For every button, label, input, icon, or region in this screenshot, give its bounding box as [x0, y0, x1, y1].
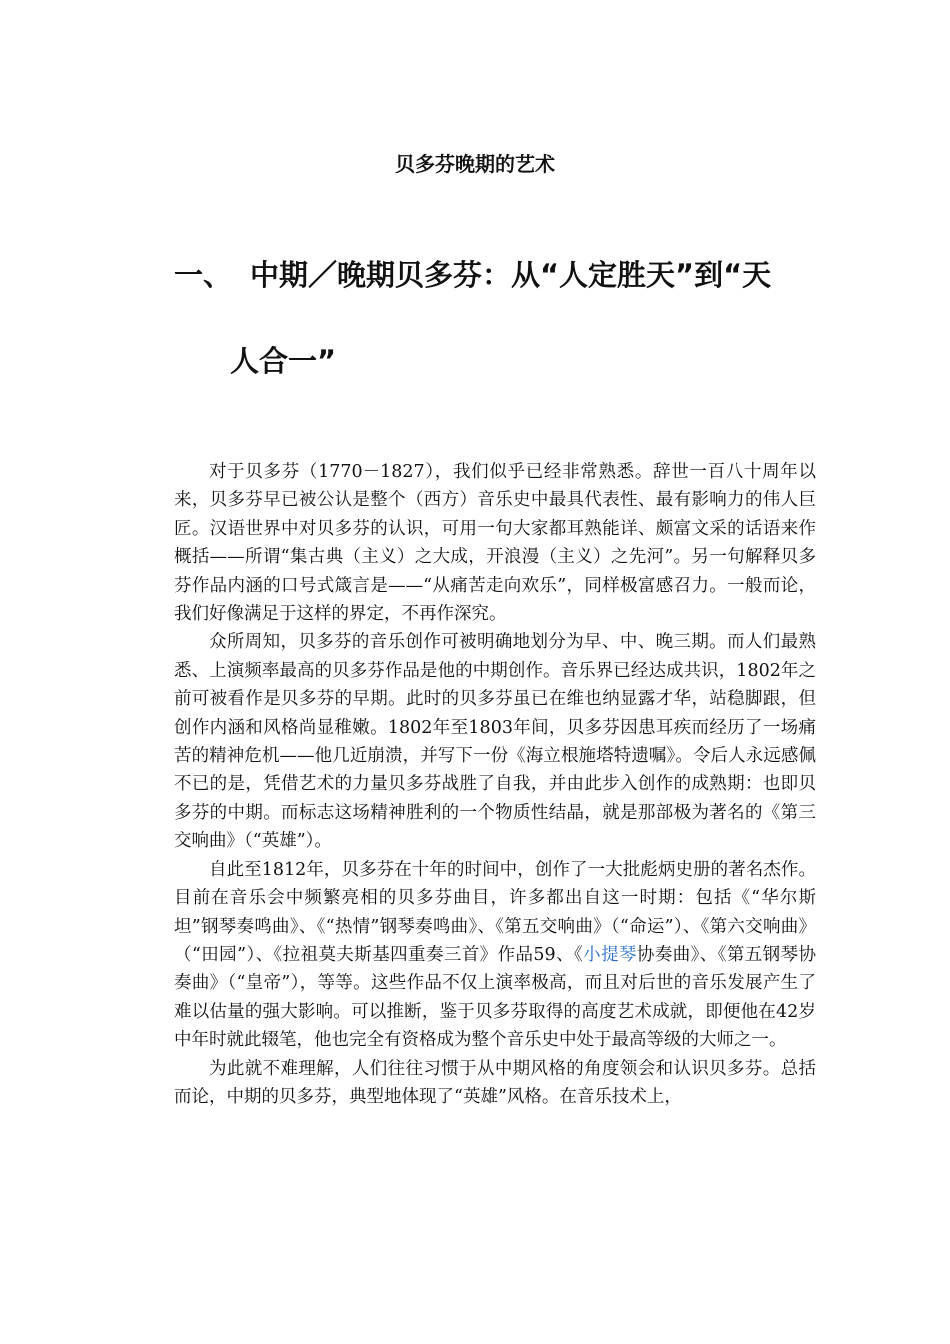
paragraph-3-text-a: 自此至1812年，贝多芬在十年的时间中，创作了一大批彪炳史册的著名杰作。目前在音乐会中频繁亮相的贝多芬曲目，许多都出自这一时期：包括《“华尔斯坦”钢琴奏鸣曲》、《“热情”钢琴奏鸣曲》、《第五交响曲》（“命运”）、《第六交响曲》（“田园”）、《拉祖莫夫斯基四重奏三首》作品59、《 — [174, 859, 816, 965]
section-heading-line1: 中期／晚期贝多芬：从“人定胜天”到“天 — [250, 258, 772, 292]
section-heading — [174, 255, 814, 378]
document-title: 贝多芬晚期的艺术 — [395, 152, 555, 176]
section-heading-line2: 人合一” — [230, 344, 337, 378]
paragraph-4: 为此就不难理解，人们往往习惯于从中期风格的角度领会和认识贝多芬。总括而论，中期的贝多芬，典型地体现了“英雄”风格。在音乐技术上， — [174, 1058, 816, 1107]
paragraph-1: 对于贝多芬（1770－1827），我们似乎已经非常熟悉。辞世一百八十周年以来，贝多芬早已被公认是整个（西方）音乐史中最具代表性、最有影响力的伟人巨匠。汉语世界中对贝多芬的认识，可用一句大家都耳熟能详、颇富文采的话语来作概括——所谓“集古典（主义）之大成，开浪漫（主义）之先河”。另一句解释贝多芬作品内涵的口号式箴言是——“从痛苦走向欢乐”，同样极富感召力。一般而论，我们好像满足于这样的界定，不再作深究。 — [174, 462, 816, 625]
paragraph-2: 众所周知，贝多芬的音乐创作可被明确地划分为早、中、晚三期。而人们最熟悉、上演频率最高的贝多芬作品是他的中期创作。音乐界已经达成共识，1802年之前可被看作是贝多芬的早期。此时的贝多芬虽已在维也纳显露才华，站稳脚跟，但创作内涵和风格尚显稚嫩。1802年至1803年间，贝多芬因患耳疾而经历了一场痛苦的精神危机——他几近崩溃，并写下一份《海立根施塔特遗嘱》。令后人永远感佩不已的是，凭借艺术的力量贝多芬战胜了自我，并由此步入创作的成熟期：也即贝多芬的中期。而标志这场精神胜利的一个物质性结晶，就是那部极为著名的《第三交响曲》（“英雄”）。 — [174, 632, 816, 852]
violin-link[interactable]: 小提琴 — [583, 944, 637, 965]
body-text — [174, 458, 816, 1111]
paragraph-3-text-b: 协奏曲》、《第五钢琴协奏曲》（“皇帝”），等等。这些作品不仅上演率极高，而且对后世的音乐发展产生了难以估量的强大影响。可以推断，鉴于贝多芬取得的高度艺术成就，即便他在42岁中年时就此辍笔，他也完全有资格成为整个音乐史中处于最高等级的大师之一。 — [174, 944, 817, 1051]
section-number: 一、 — [174, 258, 233, 292]
paragraph-3 — [174, 856, 816, 1055]
